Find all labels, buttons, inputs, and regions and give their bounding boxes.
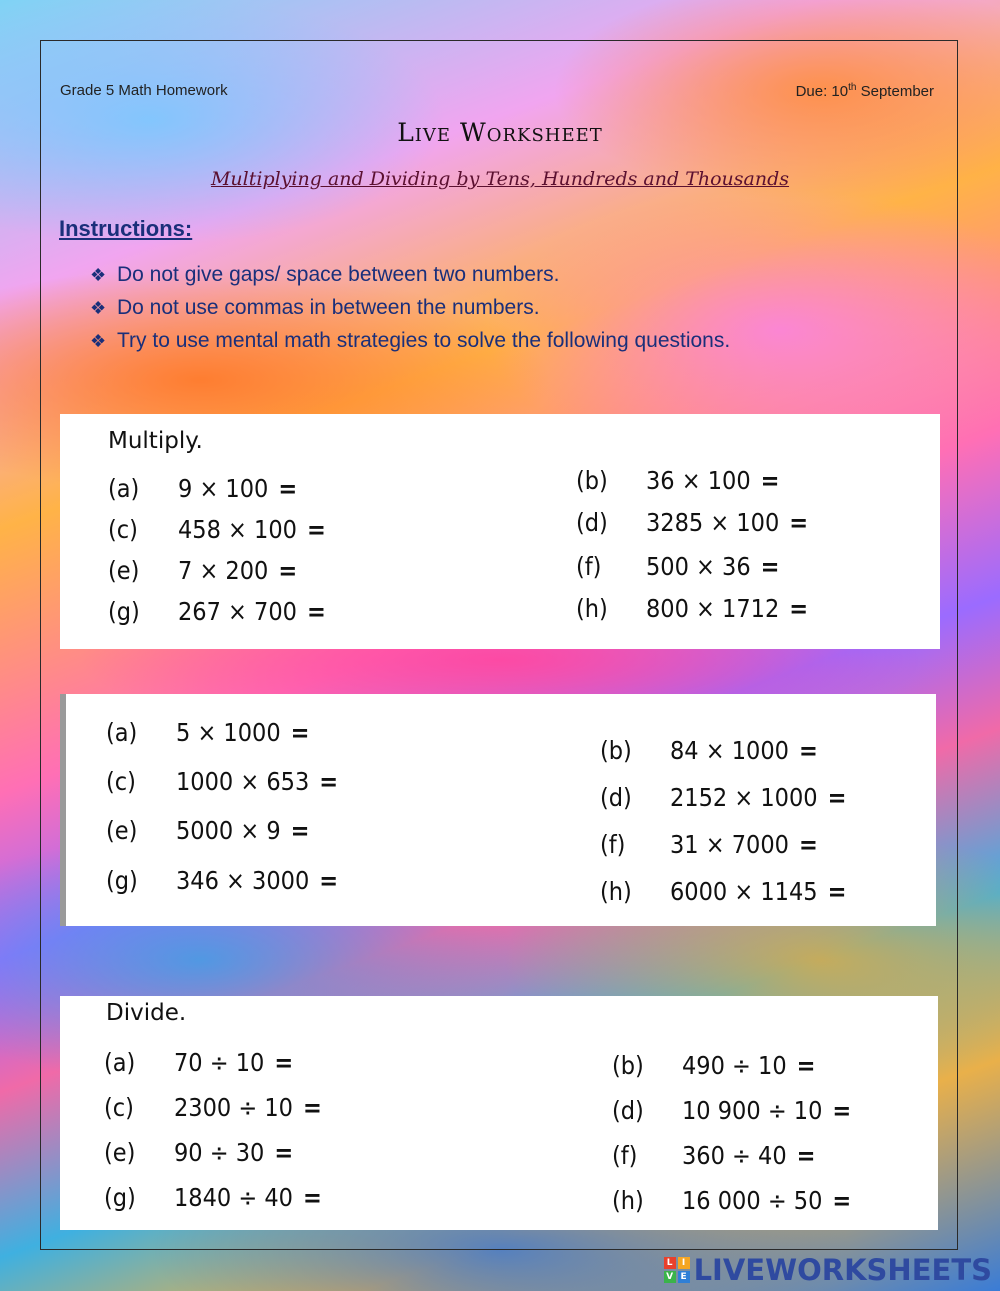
question-c: (c) 458 × 100 = [108, 515, 326, 544]
question-h: (h) 800 × 1712 = [576, 594, 809, 623]
question-a: (a) 5 × 1000 = [106, 718, 310, 747]
question-f: (f) 360 ÷ 40 = [612, 1141, 816, 1170]
question-c: (c) 2300 ÷ 10 = [104, 1093, 322, 1122]
logo-blocks-icon: L I V E [664, 1257, 690, 1283]
diamond-bullet-icon: ❖ [90, 265, 107, 285]
instructions-list [90, 262, 730, 361]
question-a: (a) 9 × 100 = [108, 474, 298, 503]
question-b: (b) 36 × 100 = [576, 466, 780, 495]
due-date: Due: 10th September [795, 82, 934, 100]
multiply-panel [60, 414, 940, 649]
question-d: (d) 10 900 ÷ 10 = [612, 1096, 852, 1125]
worksheet-subtitle: Multiplying and Dividing by Tens, Hundreds and Thousands [210, 168, 790, 190]
question-f: (f) 31 × 7000 = [600, 830, 818, 859]
question-d: (d) 2152 × 1000 = [600, 783, 847, 812]
question-g: (g) 346 × 3000 = [106, 866, 339, 895]
liveworksheets-logo [664, 1253, 992, 1287]
question-f: (f) 500 × 36 = [576, 552, 780, 581]
question-b: (b) 84 × 1000 = [600, 736, 818, 765]
instruction-item: ❖ Do not give gaps/ space between two numbers. [90, 263, 560, 286]
question-e: (e) 7 × 200 = [108, 556, 298, 585]
question-h: (h) 6000 × 1145 = [600, 877, 847, 906]
worksheet-title: Live Worksheet [397, 118, 603, 147]
question-a: (a) 70 ÷ 10 = [104, 1048, 294, 1077]
instruction-item: ❖ Try to use mental math strategies to solve the following questions. [90, 329, 731, 352]
question-e: (e) 5000 × 9 = [106, 816, 310, 845]
question-g: (g) 1840 ÷ 40 = [104, 1183, 322, 1212]
logo-text: LIVEWORKSHEETS [693, 1253, 992, 1287]
question-d: (d) 3285 × 100 = [576, 508, 809, 537]
instructions-heading: Instructions: [59, 216, 193, 241]
question-c: (c) 1000 × 653 = [106, 767, 339, 796]
diamond-bullet-icon: ❖ [90, 331, 107, 351]
instruction-item: ❖ Do not use commas in between the numbers. [90, 296, 540, 319]
question-g: (g) 267 × 700 = [108, 597, 326, 626]
question-b: (b) 490 ÷ 10 = [612, 1051, 816, 1080]
question-e: (e) 90 ÷ 30 = [104, 1138, 294, 1167]
divide-panel [60, 996, 938, 1230]
section-label: Divide. [106, 1000, 187, 1026]
question-h: (h) 16 000 ÷ 50 = [612, 1186, 852, 1215]
multiply-thousands-panel [60, 694, 936, 926]
course-label: Grade 5 Math Homework [60, 82, 228, 99]
section-label: Multiply. [108, 428, 203, 454]
diamond-bullet-icon: ❖ [90, 298, 107, 318]
